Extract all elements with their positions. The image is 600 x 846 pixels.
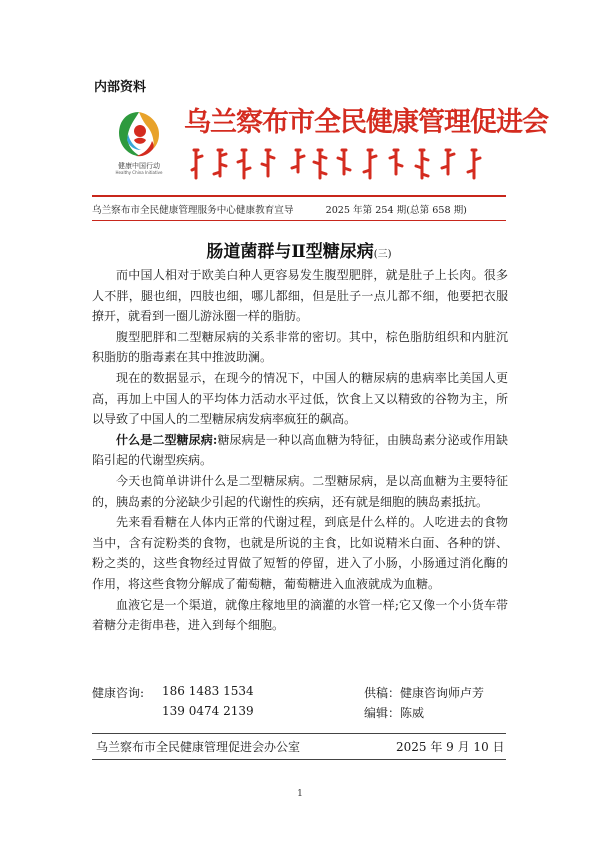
paragraph: 血液它是一个渠道，就像庄稼地里的滴灌的水管一样;它又像一个小货车带着糖分走街串巷，进入到每个细胞。: [92, 597, 508, 633]
paragraph: 今天也简单讲讲什么是二型糖尿病。二型糖尿病，是以高血糖为主要特征的，胰岛素的分泌缺少引起的代谢性的疾病，还有就是细胞的胰岛素抵抗。: [92, 473, 508, 509]
article-title-part: (三): [373, 249, 392, 260]
footer-rule-top: [92, 733, 506, 734]
footer-date: 2025 年 9 月 10 日: [396, 740, 505, 754]
logo-emblem-icon: [104, 104, 174, 162]
paragraph: 先来看看糖在人体内正常的代谢过程，到底是什么样的。人吃进去的食物当中，含有淀粉类的食物，也就是所说的主食，比如说精米白面、各种的饼、粉之类的，这些食物经过胃做了短暂的停留，进入了小肠，小肠通过消化酶的作用，将这些食物分解成了葡萄糖，葡萄糖进入血液就成为血糖。: [92, 515, 508, 591]
health-china-logo: [104, 104, 174, 190]
article-title-main: 肠道菌群与Ⅱ型糖尿病: [206, 242, 374, 262]
issue-publisher: 乌兰察布市全民健康管理服务中心健康教育宣导: [92, 205, 294, 216]
footer-rule-bottom: [92, 759, 506, 760]
header-rule-bottom: [92, 220, 506, 221]
mongolian-script-title: [188, 144, 498, 184]
supplier-credit: 供稿：健康咨询师卢芳: [364, 686, 485, 700]
article-title: [92, 237, 506, 262]
logo-caption-en: Healthy China Initiative: [115, 170, 163, 175]
paragraph: 腹型肥胖和二型糖尿病的关系非常的密切。其中，棕色脂肪组织和内脏沉积脂肪的脂毒素在其中推波助澜。: [92, 329, 508, 365]
paragraph: [92, 430, 508, 471]
organization-title: 乌兰察布市全民健康管理促进会: [184, 107, 548, 138]
consult-label: 健康咨询:: [92, 686, 145, 700]
logo-caption: 健康中国行动: [118, 162, 160, 170]
page-number: 1: [297, 789, 303, 799]
consult-phone-1: 186 1483 1534: [162, 684, 254, 698]
header-rule-top: [92, 195, 506, 197]
consult-phone-2: 139 0474 2139: [162, 704, 254, 718]
paragraph-text: 糖尿病是一种以高血糖为特征，由胰岛素分泌或作用缺陷引起的代谢型疾病。: [92, 432, 508, 468]
issue-line: [92, 202, 506, 216]
paragraph: 现在的数据显示，在现今的情况下，中国人的糖尿病的患病率比美国人更高，再加上中国人的平均体力活动水平过低，饮食上又以精致的谷物为主，所以导致了中国人的二型糖尿病发病率疯狂的飙高。: [92, 370, 508, 427]
contact-block: [92, 684, 508, 724]
article-body: [92, 265, 508, 636]
footer-office: 乌兰察布市全民健康管理促进会办公室: [96, 740, 301, 754]
paragraph-lead: 什么是二型糖尿病:: [116, 432, 218, 447]
editor-credit: 编辑：陈威: [364, 706, 425, 720]
issue-number: 2025 年第 254 期(总第 658 期): [325, 205, 467, 216]
internal-material-label: 内部资料: [94, 80, 147, 95]
paragraph: 而中国人相对于欧美白种人更容易发生腹型肥胖，就是肚子上长肉。很多人不胖，腿也细，四肢也细，哪儿都细，但是肚子一点儿都不细，他要把衣服撩开，就看到一圈儿游泳圈一样的脂肪。: [92, 268, 508, 324]
